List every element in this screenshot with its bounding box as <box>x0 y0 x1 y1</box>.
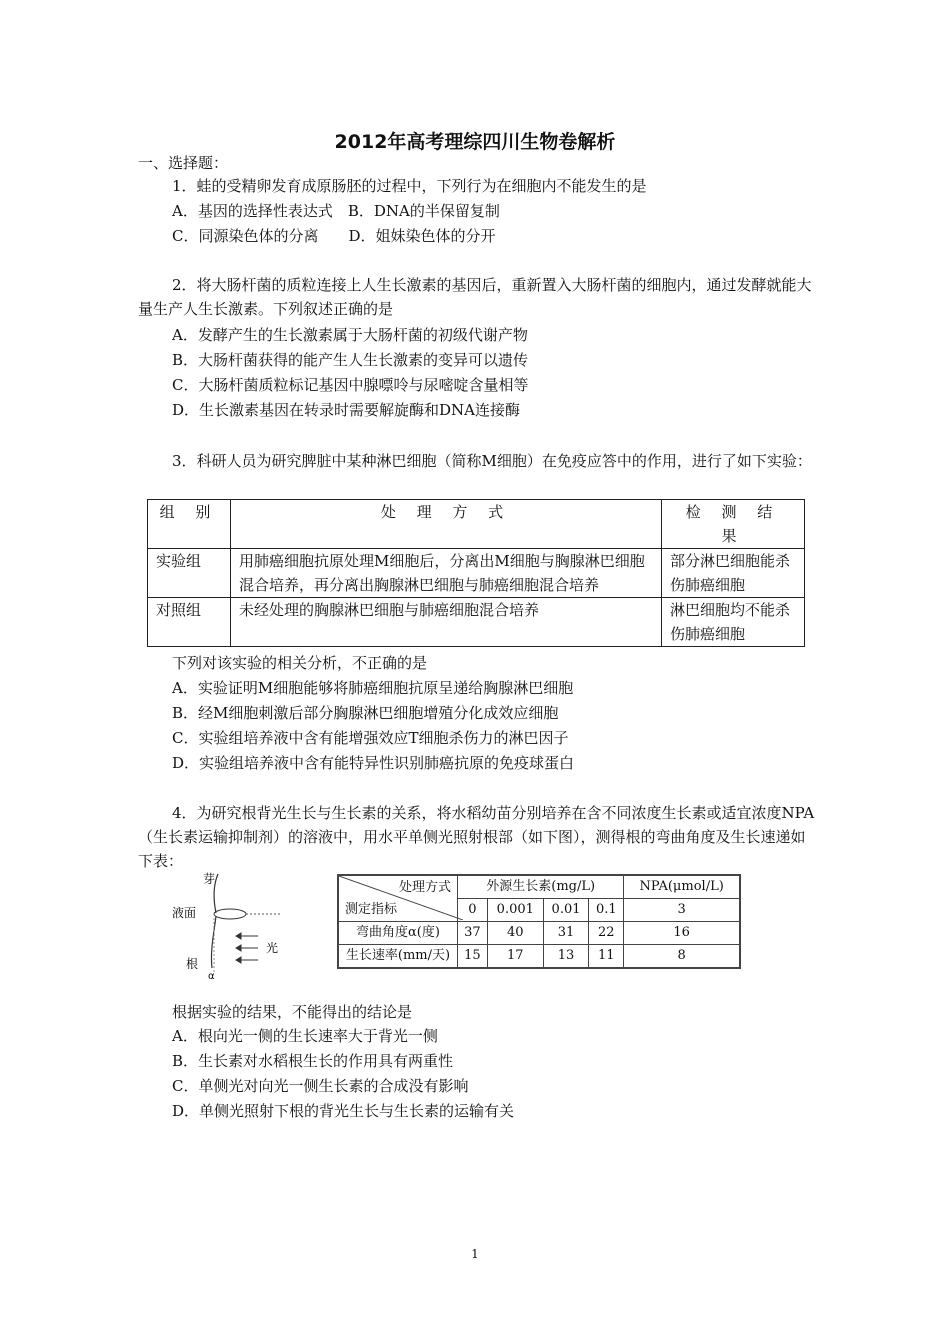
q3-stem: 3．科研人员为研究脾脏中某种淋巴细胞（简称M细胞）在免疫应答中的作用，进行了如下实验： <box>172 452 812 470</box>
q3-option-c: C．实验组培养液中含有能增强效应T细胞杀伤力的淋巴因子 <box>172 729 569 747</box>
header-treatment: 处 理 方 式 <box>231 500 662 549</box>
conc-cell: 3 <box>624 899 740 922</box>
q4-lead: 根据实验的结果，不能得出的结论是 <box>172 1003 413 1021</box>
q2-option-a: A．发酵产生的生长激素属于大肠杆菌的初级代谢产物 <box>172 326 528 344</box>
label-root: 根 <box>186 957 199 971</box>
table-row <box>338 922 740 945</box>
cell-result: 部分淋巴细胞能杀伤肺癌细胞 <box>662 549 805 598</box>
seed-shape <box>214 909 246 919</box>
header-npa: NPA(μmol/L) <box>624 875 740 899</box>
page-number: 1 <box>471 1247 479 1261</box>
header-group: 组 别 <box>148 500 231 549</box>
q3-option-a: A．实验证明M细胞能够将肺癌细胞抗原呈递给胸腺淋巴细胞 <box>172 679 574 697</box>
q4-option-c: C．单侧光对向光一侧生长素的合成没有影响 <box>172 1077 469 1095</box>
header-result: 检 测 结 果 <box>662 500 805 549</box>
label-light: 光 <box>266 941 279 955</box>
light-arrows <box>236 933 258 963</box>
section-heading: 一、选择题： <box>138 154 229 172</box>
q4-stem: 4．为研究根背光生长与生长素的关系，将水稻幼苗分别培养在含不同浓度生长素或适宜浓度NPA（生长素运输抑制剂）的溶液中，用水平单侧光照射根部（如下图），测得根的弯曲角度及生长速递如下表： <box>138 804 815 870</box>
q4-option-a: A．根向光一侧的生长速率大于背光一侧 <box>172 1027 438 1045</box>
value-cell: 17 <box>487 945 543 969</box>
q2-option-b: B．大肠杆菌获得的能产生人生长激素的变异可以遗传 <box>172 351 529 369</box>
value-cell: 8 <box>624 945 740 969</box>
value-cell: 37 <box>458 922 488 945</box>
header-treatment: 处理方式 <box>398 879 451 895</box>
q3-option-d: D．实验组培养液中含有能特异性识别肺癌抗原的免疫球蛋白 <box>172 754 575 772</box>
q4-data-table <box>337 874 741 969</box>
header-auxin: 外源生长素(mg/L) <box>458 875 624 899</box>
cell-group: 实验组 <box>148 549 231 598</box>
cell-treatment: 未经处理的胸腺淋巴细胞与肺癌细胞混合培养 <box>231 598 662 647</box>
table-header-row <box>148 500 805 549</box>
diagonal-line <box>339 876 463 920</box>
q2-option-c: C．大肠杆菌质粒标记基因中腺嘌呤与尿嘧啶含量相等 <box>172 376 529 394</box>
conc-cell: 0.001 <box>487 899 543 922</box>
table-row <box>148 598 805 647</box>
row-label-angle: 弯曲角度α(度) <box>338 922 458 945</box>
value-cell: 11 <box>589 945 624 969</box>
label-bud: 芽 <box>203 872 216 886</box>
q3-option-b: B．经M细胞刺激后部分胸腺淋巴细胞增殖分化成效应细胞 <box>172 704 559 722</box>
value-cell: 16 <box>624 922 740 945</box>
table-row <box>148 549 805 598</box>
q3-experiment-table <box>147 499 805 647</box>
seedling-diagram <box>170 868 290 980</box>
page-title: 2012年高考理综四川生物卷解析 <box>334 131 616 153</box>
q2-stem: 2．将大肠杆菌的质粒连接上人生长激素的基因后，重新置入大肠杆菌的细胞内，通过发酵就能大量生产人生长激素。下列叙述正确的是 <box>138 276 812 318</box>
value-cell: 13 <box>543 945 589 969</box>
q2-option-d: D．生长激素基因在转录时需要解旋酶和DNA连接酶 <box>172 401 521 419</box>
label-alpha: α <box>208 971 215 980</box>
q4-option-b: B．生长素对水稻根生长的作用具有两重性 <box>172 1052 454 1070</box>
q1-options-ab: A．基因的选择性表达式 B．DNA的半保留复制 <box>172 202 500 220</box>
q1-options-cd: C．同源染色体的分离 D．姐妹染色体的分开 <box>172 227 496 245</box>
value-cell: 40 <box>487 922 543 945</box>
conc-cell: 0 <box>458 899 488 922</box>
conc-cell: 0.01 <box>543 899 589 922</box>
table-row <box>338 945 740 969</box>
conc-cell: 0.1 <box>589 899 624 922</box>
diagonal-header-cell <box>338 875 458 922</box>
table-header-row <box>338 875 740 899</box>
q1-stem: 1．蛙的受精卵发育成原肠胚的过程中，下列行为在细胞内不能发生的是 <box>172 177 647 195</box>
cell-group: 对照组 <box>148 598 231 647</box>
header-measure: 测定指标 <box>345 901 398 917</box>
q3-lead: 下列对该实验的相关分析，不正确的是 <box>172 654 428 672</box>
cell-result: 淋巴细胞均不能杀伤肺癌细胞 <box>662 598 805 647</box>
row-label-rate: 生长速率(mm/天) <box>338 945 458 969</box>
cell-treatment: 用肺癌细胞抗原处理M细胞后，分离出M细胞与胸腺淋巴细胞混合培养，再分离出胸腺淋巴细胞与肺癌细胞混合培养 <box>231 549 662 598</box>
value-cell: 22 <box>589 922 624 945</box>
value-cell: 31 <box>543 922 589 945</box>
label-liquid-surface: 液面 <box>172 906 197 920</box>
q4-option-d: D．单侧光照射下根的背光生长与生长素的运输有关 <box>172 1102 515 1120</box>
value-cell: 15 <box>458 945 488 969</box>
